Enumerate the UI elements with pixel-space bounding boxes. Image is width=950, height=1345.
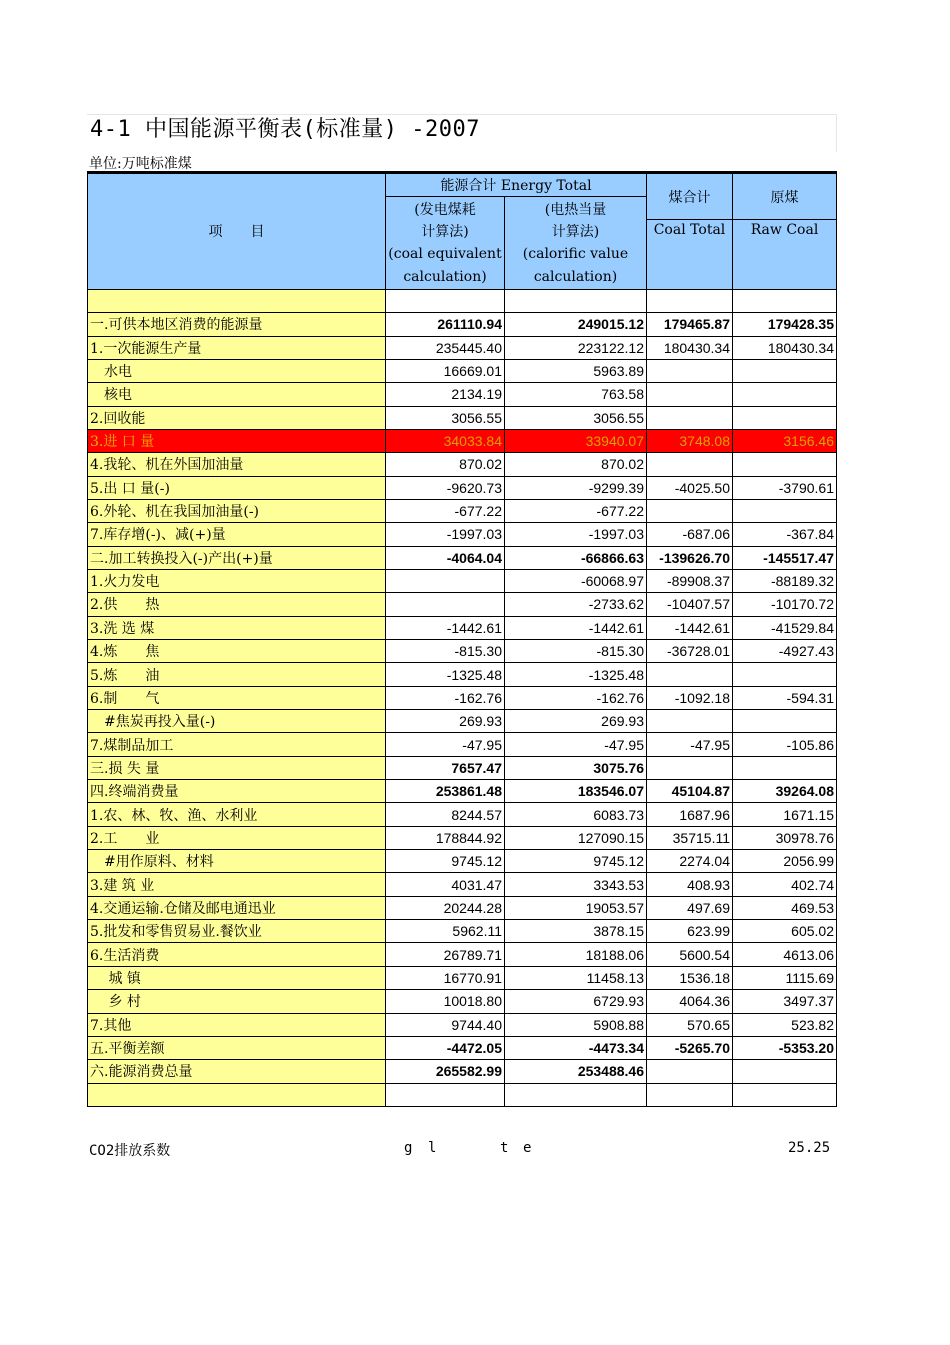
header-coal-eq-cn2: 计算法): [386, 220, 505, 243]
table-row: [88, 336, 837, 359]
row-value-col3: 3748.08: [647, 429, 733, 452]
row-value-col3: -10407.57: [647, 593, 733, 616]
row-value-col2: 127090.15: [505, 826, 647, 849]
row-label: 1.一次能源生产量: [88, 336, 386, 359]
row-value-col3: [647, 453, 733, 476]
row-value-col3: 408.93: [647, 873, 733, 896]
row-value-col3: [647, 1083, 733, 1106]
table-header: [88, 173, 837, 290]
row-value-col3: 45104.87: [647, 780, 733, 803]
row-value-col3: -36728.01: [647, 640, 733, 663]
row-value-col3: 623.99: [647, 920, 733, 943]
row-value-col1: 2134.19: [386, 383, 505, 406]
row-label: 4.炼 焦: [88, 640, 386, 663]
header-coal-eq-cn1: (发电煤耗: [386, 197, 505, 220]
row-value-col3: -687.06: [647, 523, 733, 546]
table-row: [88, 920, 837, 943]
table-row: [88, 896, 837, 919]
row-value-col1: -1325.48: [386, 663, 505, 686]
row-value-col2: 269.93: [505, 710, 647, 733]
row-value-col1: 34033.84: [386, 429, 505, 452]
row-value-col2: -60068.97: [505, 569, 647, 592]
row-value-col3: [647, 499, 733, 522]
row-value-col3: -89908.37: [647, 569, 733, 592]
row-value-col1: 16669.01: [386, 359, 505, 382]
row-value-col3: [647, 756, 733, 779]
row-value-col1: -815.30: [386, 640, 505, 663]
header-coal-eq-en: [386, 243, 505, 290]
row-value-col3: 35715.11: [647, 826, 733, 849]
row-value-col2: 11458.13: [505, 966, 647, 989]
row-value-col4: 1671.15: [733, 803, 837, 826]
row-label: 5.批发和零售贸易业.餐饮业: [88, 920, 386, 943]
row-value-col4: 3497.37: [733, 990, 837, 1013]
row-value-col2: 249015.12: [505, 313, 647, 336]
row-label: 7.库存增(-)、减(+)量: [88, 523, 386, 546]
row-value-col1: 20244.28: [386, 896, 505, 919]
row-value-col1: -1997.03: [386, 523, 505, 546]
table-row: [88, 1013, 837, 1036]
row-label: #用作原料、材料: [88, 850, 386, 873]
table-row: [88, 710, 837, 733]
row-label: 6.制 气: [88, 686, 386, 709]
footer-unit-b: l: [428, 1140, 437, 1156]
table-row: [88, 429, 837, 452]
row-label: 乡 村: [88, 990, 386, 1013]
row-label: 城 镇: [88, 966, 386, 989]
row-value-col1: -4472.05: [386, 1036, 505, 1059]
header-cal-en2: calculation): [533, 268, 618, 285]
row-value-col2: 3343.53: [505, 873, 647, 896]
row-value-col3: [647, 359, 733, 382]
row-value-col1: [386, 289, 505, 312]
table-row: [88, 1083, 837, 1106]
row-value-col1: 26789.71: [386, 943, 505, 966]
table-row: [88, 640, 837, 663]
table-row: [88, 943, 837, 966]
row-value-col4: [733, 289, 837, 312]
row-value-col4: -88189.32: [733, 569, 837, 592]
table-row: [88, 289, 837, 312]
row-value-col3: [647, 383, 733, 406]
row-value-col1: [386, 1083, 505, 1106]
row-value-col2: 5963.89: [505, 359, 647, 382]
row-value-col4: -5353.20: [733, 1036, 837, 1059]
row-value-col1: -162.76: [386, 686, 505, 709]
table-row: [88, 850, 837, 873]
row-value-col3: 2274.04: [647, 850, 733, 873]
row-value-col2: 3056.55: [505, 406, 647, 429]
row-value-col4: -594.31: [733, 686, 837, 709]
energy-balance-table: [87, 171, 837, 1107]
row-value-col2: -66866.63: [505, 546, 647, 569]
row-value-col3: -1442.61: [647, 616, 733, 639]
row-value-col4: -367.84: [733, 523, 837, 546]
table-row: [88, 313, 837, 336]
footer-unit-d: e: [523, 1140, 532, 1156]
row-value-col1: [386, 593, 505, 616]
row-value-col4: [733, 756, 837, 779]
row-value-col3: 1536.18: [647, 966, 733, 989]
row-value-col1: 4031.47: [386, 873, 505, 896]
table-row: [88, 1060, 837, 1083]
row-value-col2: 6729.93: [505, 990, 647, 1013]
row-value-col1: 178844.92: [386, 826, 505, 849]
row-value-col2: -815.30: [505, 640, 647, 663]
header-item: 项 目: [88, 173, 386, 290]
row-value-col4: [733, 359, 837, 382]
header-raw-coal-en: Raw Coal: [733, 220, 837, 290]
row-value-col1: 9744.40: [386, 1013, 505, 1036]
table-row: [88, 826, 837, 849]
row-value-col2: 223122.12: [505, 336, 647, 359]
table-row: [88, 476, 837, 499]
row-value-col2: 183546.07: [505, 780, 647, 803]
unit-label: 单位:万吨标准煤: [89, 156, 192, 172]
row-label: 5.炼 油: [88, 663, 386, 686]
row-value-col3: -1092.18: [647, 686, 733, 709]
table-row: [88, 359, 837, 382]
row-label: 6.外轮、机在我国加油量(-): [88, 499, 386, 522]
row-label: 四.终端消费量: [88, 780, 386, 803]
row-value-col4: -3790.61: [733, 476, 837, 499]
row-value-col2: -2733.62: [505, 593, 647, 616]
row-value-col3: -139626.70: [647, 546, 733, 569]
table-row: [88, 733, 837, 756]
row-value-col2: 763.58: [505, 383, 647, 406]
row-value-col4: 2056.99: [733, 850, 837, 873]
row-value-col2: 19053.57: [505, 896, 647, 919]
row-label: 1.火力发电: [88, 569, 386, 592]
row-value-col4: 3156.46: [733, 429, 837, 452]
table-row: [88, 663, 837, 686]
table-body: [88, 289, 837, 1106]
row-value-col3: 4064.36: [647, 990, 733, 1013]
row-label: 水电: [88, 359, 386, 382]
table-row: [88, 966, 837, 989]
table-row: [88, 756, 837, 779]
row-value-col3: 180430.34: [647, 336, 733, 359]
header-energy-total: 能源合计 Energy Total: [386, 173, 647, 197]
header-coal-total-cn: 煤合计: [647, 173, 733, 220]
row-label: [88, 289, 386, 312]
table-row: [88, 546, 837, 569]
row-value-col3: -5265.70: [647, 1036, 733, 1059]
table-row: [88, 873, 837, 896]
row-value-col1: 10018.80: [386, 990, 505, 1013]
row-value-col2: [505, 289, 647, 312]
row-value-col1: -47.95: [386, 733, 505, 756]
row-value-col1: 8244.57: [386, 803, 505, 826]
row-label: #焦炭再投入量(-): [88, 710, 386, 733]
table-row: [88, 990, 837, 1013]
row-value-col1: 9745.12: [386, 850, 505, 873]
row-value-col1: -677.22: [386, 499, 505, 522]
row-value-col1: 16770.91: [386, 966, 505, 989]
row-value-col2: 33940.07: [505, 429, 647, 452]
row-value-col2: -4473.34: [505, 1036, 647, 1059]
row-value-col4: 605.02: [733, 920, 837, 943]
row-value-col2: -162.76: [505, 686, 647, 709]
row-value-col4: [733, 383, 837, 406]
row-value-col1: -9620.73: [386, 476, 505, 499]
table-row: [88, 499, 837, 522]
row-value-col4: 469.53: [733, 896, 837, 919]
row-value-col2: [505, 1083, 647, 1106]
header-cal-en1: (calorific value: [522, 245, 629, 262]
footer-unit-c: t: [500, 1140, 509, 1156]
row-label: 3.进 口 量: [88, 429, 386, 452]
row-value-col1: 265582.99: [386, 1060, 505, 1083]
row-value-col4: 179428.35: [733, 313, 837, 336]
row-value-col4: 39264.08: [733, 780, 837, 803]
table-row: [88, 593, 837, 616]
row-label: 7.其他: [88, 1013, 386, 1036]
footer-label: CO2排放系数: [89, 1143, 171, 1159]
row-value-col3: 5600.54: [647, 943, 733, 966]
row-label: 三.损 失 量: [88, 756, 386, 779]
row-value-col2: -677.22: [505, 499, 647, 522]
row-value-col4: [733, 663, 837, 686]
table-row: [88, 523, 837, 546]
row-label: 2.工 业: [88, 826, 386, 849]
table-row: [88, 569, 837, 592]
row-value-col3: [647, 710, 733, 733]
header-cal-cn2: 计算法): [505, 220, 647, 243]
row-value-col3: [647, 1060, 733, 1083]
row-value-col1: 870.02: [386, 453, 505, 476]
table-row: [88, 780, 837, 803]
row-value-col3: [647, 289, 733, 312]
row-value-col1: -4064.04: [386, 546, 505, 569]
header-cal-cn1: (电热当量: [505, 197, 647, 220]
header-coal-eq-en2: calculation): [403, 268, 487, 285]
row-value-col2: -1997.03: [505, 523, 647, 546]
row-value-col2: 253488.46: [505, 1060, 647, 1083]
row-value-col1: 253861.48: [386, 780, 505, 803]
row-label: 3.洗 选 煤: [88, 616, 386, 639]
row-value-col4: 1115.69: [733, 966, 837, 989]
row-label: 2.回收能: [88, 406, 386, 429]
row-value-col3: -47.95: [647, 733, 733, 756]
row-value-col1: 3056.55: [386, 406, 505, 429]
footer-value: 25.25: [788, 1140, 831, 1156]
row-label: 1.农、林、牧、渔、水利业: [88, 803, 386, 826]
row-label: 二.加工转换投入(-)产出(+)量: [88, 546, 386, 569]
row-label: 一.可供本地区消费的能源量: [88, 313, 386, 336]
row-value-col1: 5962.11: [386, 920, 505, 943]
row-value-col4: -4927.43: [733, 640, 837, 663]
row-label: 7.煤制品加工: [88, 733, 386, 756]
header-coal-eq-en1: (coal equivalent: [388, 245, 502, 262]
row-label: 6.生活消费: [88, 943, 386, 966]
row-value-col2: 18188.06: [505, 943, 647, 966]
row-value-col4: 30978.76: [733, 826, 837, 849]
row-label: 3.建 筑 业: [88, 873, 386, 896]
table-row: [88, 406, 837, 429]
row-value-col1: 269.93: [386, 710, 505, 733]
row-value-col4: 4613.06: [733, 943, 837, 966]
row-value-col4: 523.82: [733, 1013, 837, 1036]
row-value-col1: 235445.40: [386, 336, 505, 359]
table-row: [88, 803, 837, 826]
row-value-col3: [647, 663, 733, 686]
row-value-col4: [733, 1083, 837, 1106]
row-value-col3: -4025.50: [647, 476, 733, 499]
row-value-col3: 1687.96: [647, 803, 733, 826]
row-value-col2: 3878.15: [505, 920, 647, 943]
row-label: 4.我轮、机在外国加油量: [88, 453, 386, 476]
row-label: 核电: [88, 383, 386, 406]
row-value-col2: 3075.76: [505, 756, 647, 779]
row-value-col2: 9745.12: [505, 850, 647, 873]
table-row: [88, 1036, 837, 1059]
row-value-col4: [733, 710, 837, 733]
row-label: 五.平衡差额: [88, 1036, 386, 1059]
row-value-col1: [386, 569, 505, 592]
row-value-col3: 497.69: [647, 896, 733, 919]
row-value-col4: -145517.47: [733, 546, 837, 569]
row-value-col2: 6083.73: [505, 803, 647, 826]
row-value-col4: [733, 1060, 837, 1083]
page-title: 4-1 中国能源平衡表(标准量) -2007: [90, 117, 480, 142]
table-row: [88, 453, 837, 476]
header-coal-total-en: Coal Total: [647, 220, 733, 290]
row-value-col4: 402.74: [733, 873, 837, 896]
row-value-col4: [733, 453, 837, 476]
row-value-col3: [647, 406, 733, 429]
table-row: [88, 616, 837, 639]
row-value-col2: -9299.39: [505, 476, 647, 499]
row-value-col4: -105.86: [733, 733, 837, 756]
header-raw-coal-cn: 原煤: [733, 173, 837, 220]
table-row: [88, 383, 837, 406]
row-value-col1: 261110.94: [386, 313, 505, 336]
row-label: 4.交通运输.仓储及邮电通迅业: [88, 896, 386, 919]
row-value-col4: 180430.34: [733, 336, 837, 359]
row-value-col4: -41529.84: [733, 616, 837, 639]
row-value-col3: 179465.87: [647, 313, 733, 336]
row-value-col2: -47.95: [505, 733, 647, 756]
row-value-col4: [733, 499, 837, 522]
row-label: 六.能源消费总量: [88, 1060, 386, 1083]
row-value-col1: 7657.47: [386, 756, 505, 779]
header-cal-en: [505, 243, 647, 290]
row-label: 2.供 热: [88, 593, 386, 616]
row-value-col4: [733, 406, 837, 429]
row-value-col1: -1442.61: [386, 616, 505, 639]
row-value-col2: 870.02: [505, 453, 647, 476]
row-value-col2: -1442.61: [505, 616, 647, 639]
row-value-col3: 570.65: [647, 1013, 733, 1036]
table-row: [88, 686, 837, 709]
row-value-col2: 5908.88: [505, 1013, 647, 1036]
row-label: [88, 1083, 386, 1106]
row-value-col4: -10170.72: [733, 593, 837, 616]
footer-unit-a: g: [404, 1140, 413, 1156]
row-value-col2: -1325.48: [505, 663, 647, 686]
row-label: 5.出 口 量(-): [88, 476, 386, 499]
